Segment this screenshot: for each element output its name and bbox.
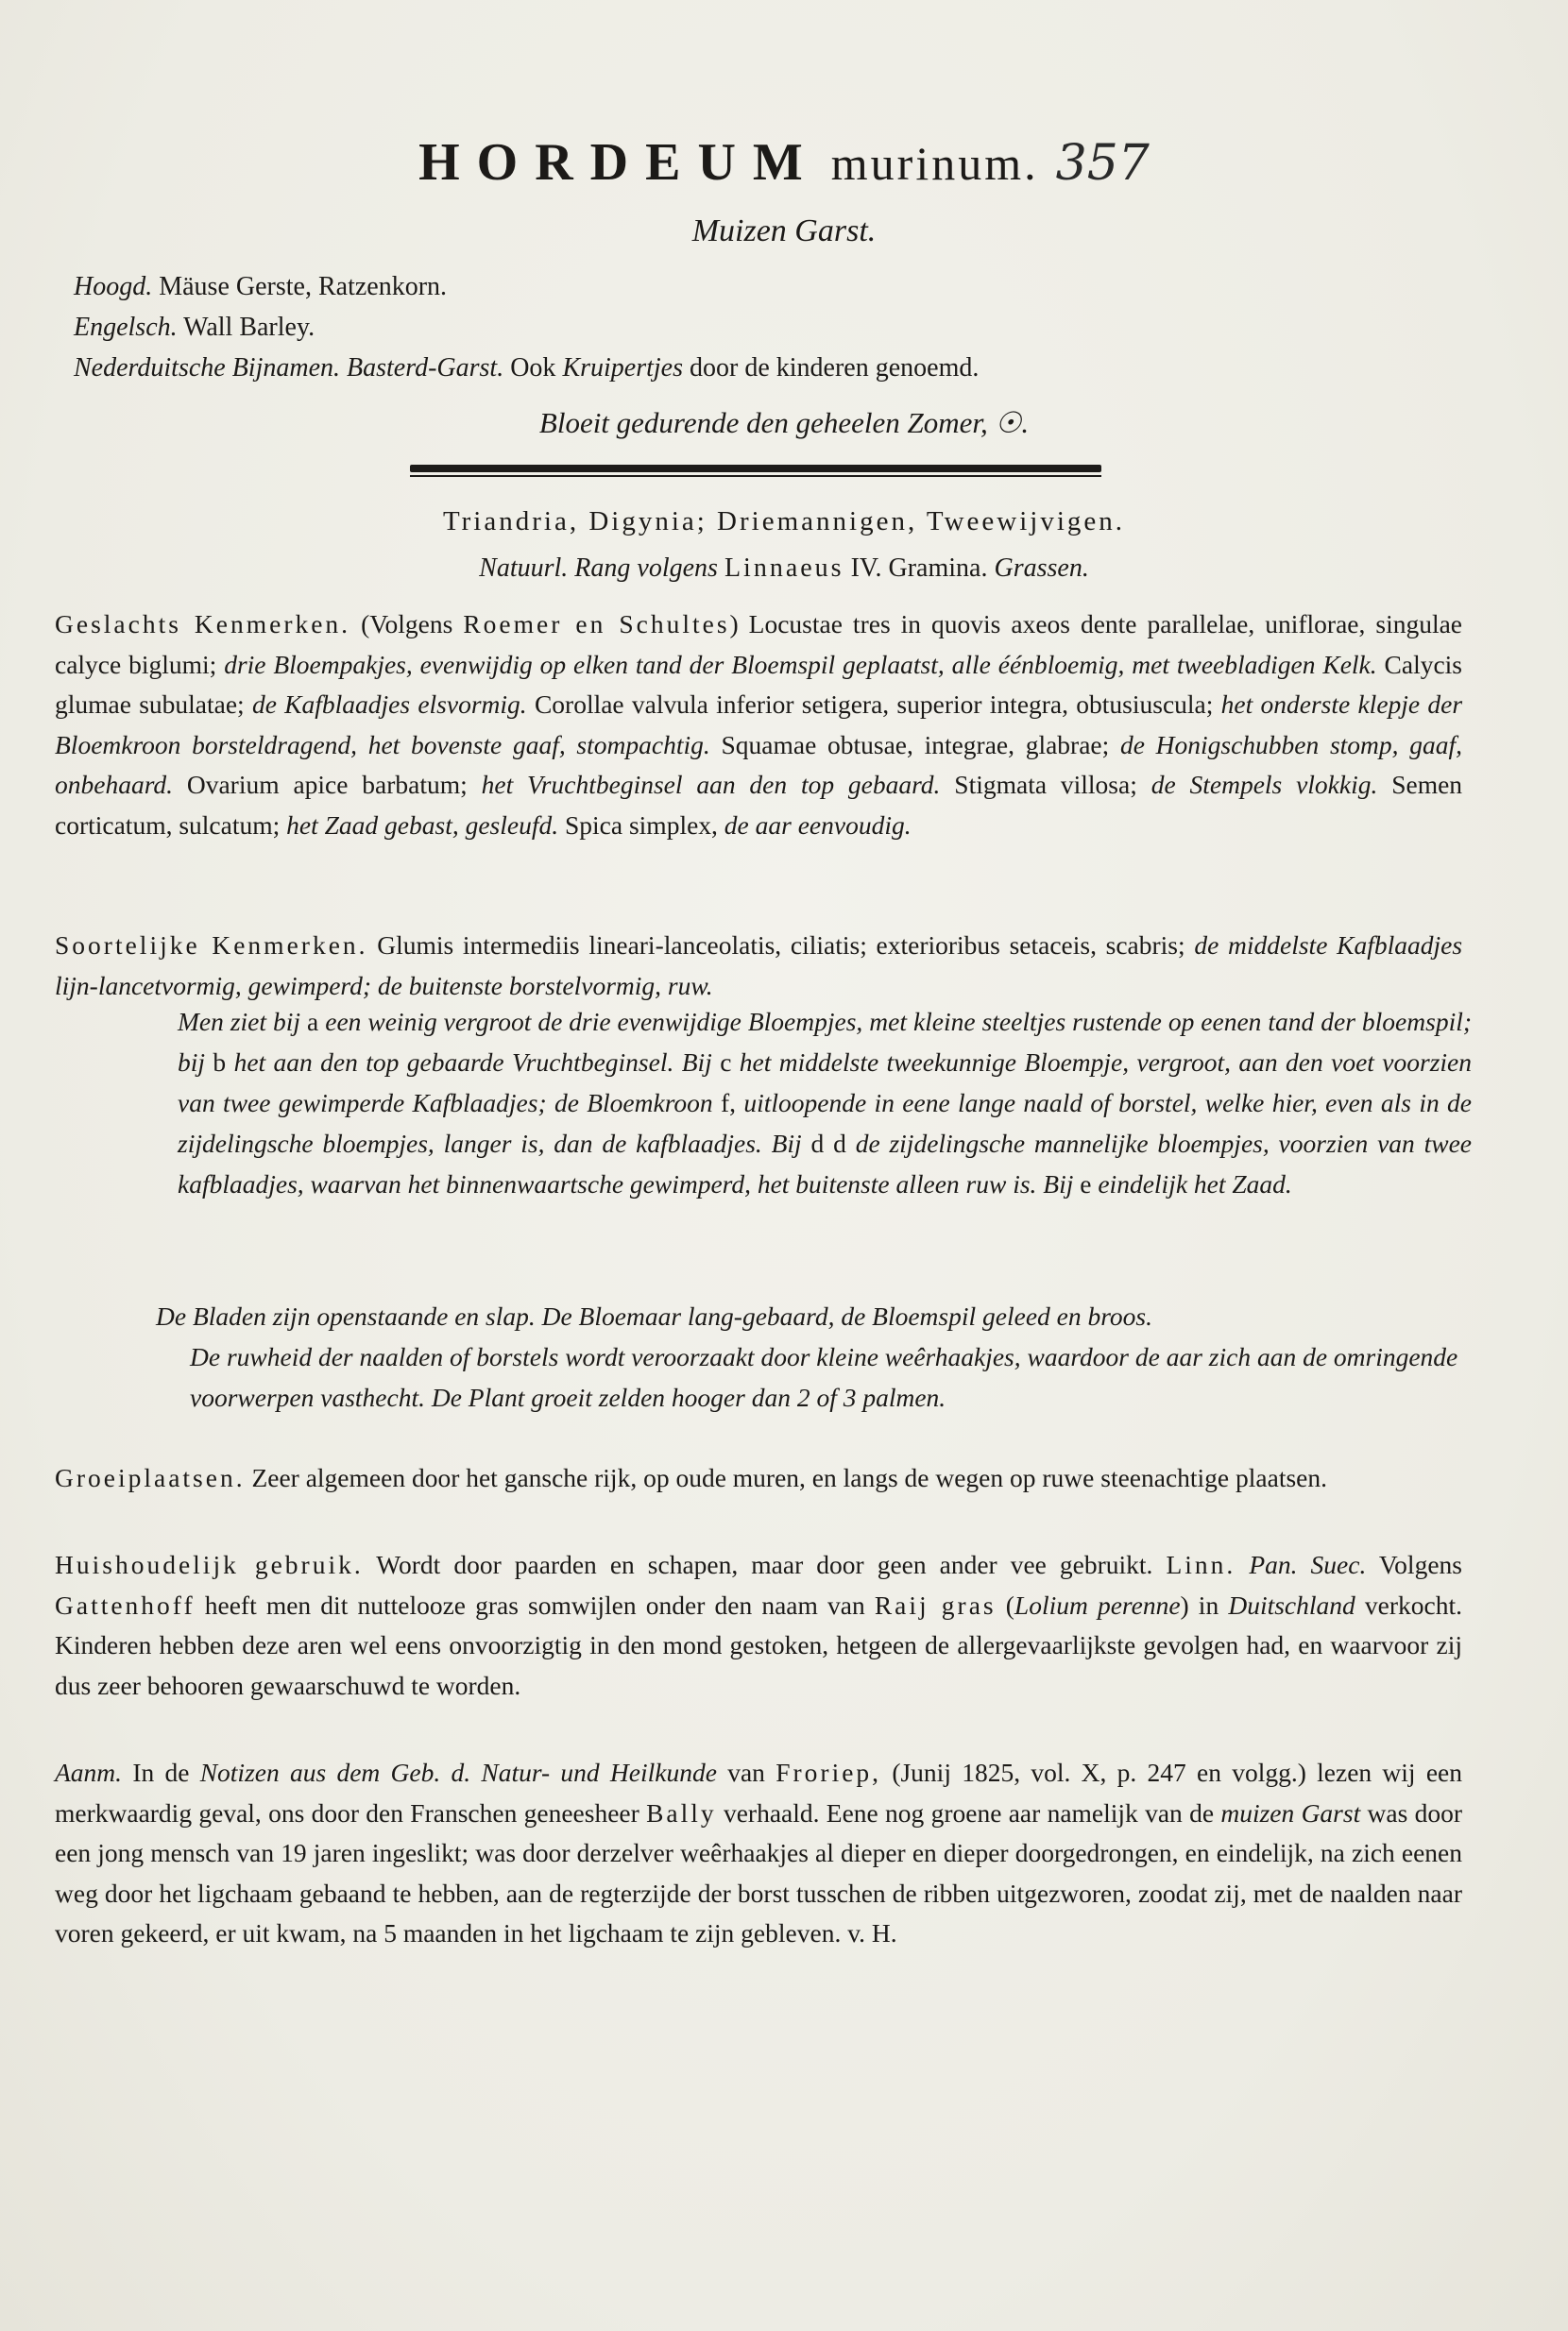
- page-title: [0, 132, 1568, 194]
- name-line-english: Engelsch. Wall Barley.: [74, 313, 315, 342]
- genus-name: HORDEUM: [418, 133, 820, 192]
- decorative-rule: [410, 465, 1101, 478]
- flowering-period: Bloeit gedurende den geheelen Zomer, ☉.: [538, 406, 1030, 439]
- linnaean-classification: Triandria, Digynia; Driemannigen, Tweewijvigen.: [442, 506, 1126, 536]
- dutch-common-name: Muizen Garst.: [691, 213, 877, 248]
- genus-characteristics: Geslachts Kenmerken. (Volgens Roemer en Schultes) Locustae tres in quovis axeos dente parallelae, uniflorae, singulae calyce biglumi; drie Bloempakjes, evenwijdig op elken tand der Bloemspil geplaatst, alle éénbloemig, met tweebladigen Kelk. Calycis glumae subulatae; de Kafblaadjes elsvormig. Corollae valvula inferior setigera, superior integra, obtusiuscula; het onderste klepje der Bloemkroon borsteldragend, het bovenste gaaf, stompachtig. Squamae obtusae, integrae, glabrae; de Honigschubben stomp, gaaf, onbehaard. Ovarium apice barbatum; het Vruchtbeginsel aan den top gebaard. Stigmata villosa; de Stempels vlokkig. Semen corticatum, sulcatum; het Zaad gebast, gesleufd. Spica simplex, de aar eenvoudig.: [55, 609, 1463, 840]
- household-use: Huishoudelijk gebruik. Wordt door paarden en schapen, maar door geen ander vee gebruikt. Linn. Pan. Suec. Volgens Gattenhoff heeft men dit nuttelooze gras somwijlen onder den naam van Raij gras (Lolium perenne) in Duitschland verkocht. Kinderen hebben deze aren wel eens onvoorzigtig in den mond gestoken, hetgeen de allergevaarlijkste gevolgen had, en waarvoor zij dus zeer behooren gewaarschuwd te worden.: [55, 1550, 1462, 1700]
- species-name: murinum.: [830, 137, 1039, 190]
- plant-description: De Bladen zijn openstaande en slap. De Bloemaar lang-gebaard, de Bloemspil geleed en broos. De ruwheid der naalden of borstels wordt veroorzaakt door kleine weêrhaakjes, waardoor de aar zich aan de omringende voorwerpen vasthecht. De Plant groeit zelden hooger dan 2 of 3 palmen.: [156, 1302, 1458, 1412]
- name-line-german: Hoogd. Mäuse Gerste, Ratzenkorn.: [74, 272, 448, 301]
- remark: Aanm. In de Notizen aus dem Geb. d. Natur- und Heilkunde van Froriep, (Junij 1825, vol. X, p. 247 en volgg.) lezen wij een merkwaardig geval, ons door den Franschen geneesheer Bally verhaald. Eene nog groene aar namelijk van de muizen Garst was door een jong mensch van 19 jaren ingeslikt; was door derzelver weêrhaakjes al dieper en dieper doorgedrongen, en eindelijk, na zich eenen weg door het ligchaam gebaand te hebben, aan de regterzijde der borst tusschen de ribben uitgezworen, zoodat zij, met de naalden naar voren gekeerd, er uit kwam, na 5 maanden in het ligchaam te zijn gebleven. v. H.: [55, 1758, 1463, 1948]
- vernacular-names: [74, 266, 1472, 388]
- handwritten-page-number: 357: [1055, 135, 1150, 192]
- habitats: Groeiplaatsen. Zeer algemeen door het gansche rijk, op oude muren, en langs de wegen op ruwe steenachtige plaatsen.: [55, 1463, 1327, 1492]
- figure-explanation: Men ziet bij a een weinig vergroot de drie evenwijdige Bloempjes, met kleine steeltjes rustende op eenen tand der bloemspil; bij b het aan den top gebaarde Vruchtbeginsel. Bij c het middelste tweekunnige Bloempje, vergroot, aan den voet voorzien van twee gewimperde Kafblaadjes; de Bloemkroon f, uitloopende in eene lange naald of borstel, welke hier, even als in de zijdelingsche bloempjes, langer is, dan de kafblaadjes. Bij d d de zijdelingsche mannelijke bloempjes, voorzien van twee kafblaadjes, waarvan het binnenwaartsche gewimperd, het buitenste alleen ruw is. Bij e eindelijk het Zaad.: [178, 1007, 1473, 1199]
- species-characteristics: Soortelijke Kenmerken. Glumis intermediis lineari-lanceolatis, ciliatis; exterioribus setaceis, scabris; de middelste Kafblaadjes lijn-lancetvormig, gewimperd; de buitenste borstelvormig, ruw.: [55, 930, 1463, 1000]
- name-line-dutch: Nederduitsche Bijnamen. Basterd-Garst. Ook Kruipertjes door de kinderen genoemd.: [74, 353, 980, 383]
- natural-rank: Natuurl. Rang volgens Linnaeus IV. Gramina. Grassen.: [479, 553, 1089, 583]
